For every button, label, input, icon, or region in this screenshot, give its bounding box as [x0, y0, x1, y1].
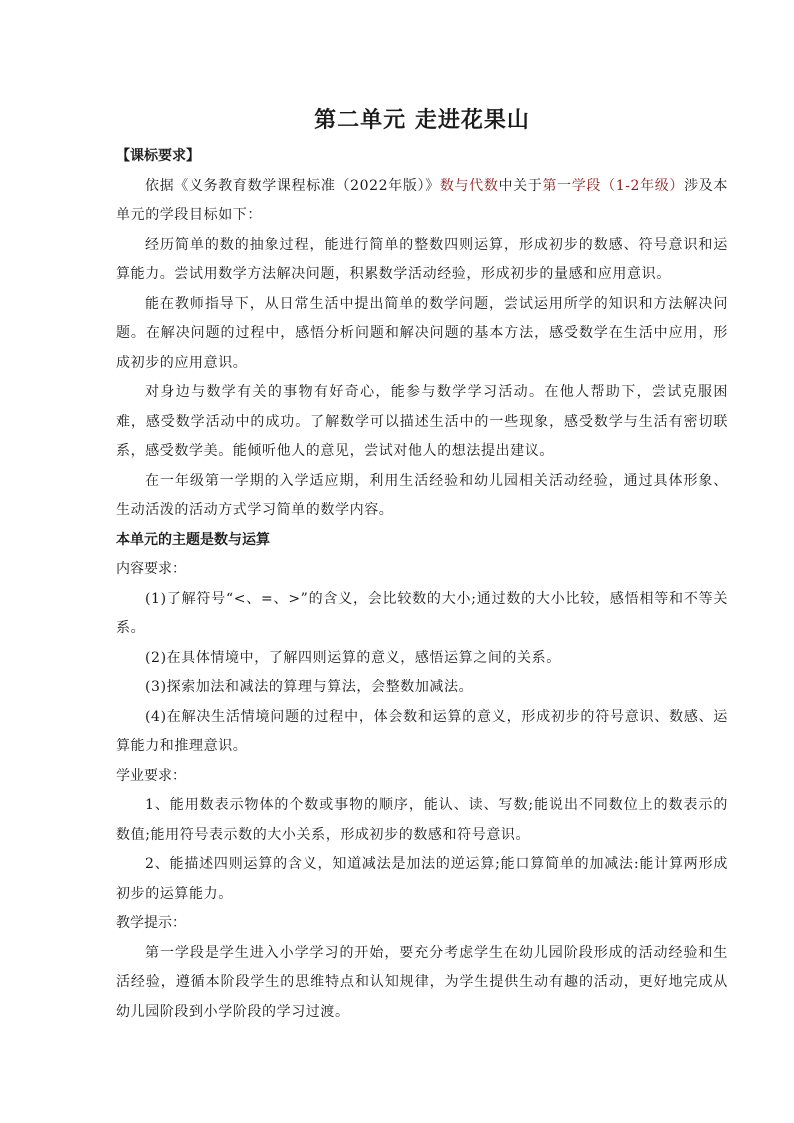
content-item: (1)了解符号“<、=、>”的含义，会比较数的大小;通过数的大小比较，感悟相等和不等关系。 [116, 590, 728, 636]
intro-domain: 数与代数 [439, 177, 499, 194]
content-item: (3)探索加法和减法的算理与算法，会整数加减法。 [145, 679, 474, 695]
intro-pre: 依据《义务教育数学课程标准（2022年版）》 [145, 177, 440, 194]
page-title: 第二单元 走进花果山 [314, 108, 530, 133]
content-item: (2)在具体情境中，了解四则运算的意义，感悟运算之间的关系。 [145, 649, 561, 666]
intro-paragraph [116, 172, 728, 231]
goal-paragraph: 能在教师指导下，从日常生活中提出简单的数学问题，尝试运用所学的知识和方法解决问题。在解决问题的过程中，感悟分析问题和解决问题的基本方法，感受数学在生活中应用，形成初步的应用意识。 [116, 295, 728, 371]
goal-paragraph: 对身边与数学有关的事物有好奇心，能参与数学学习活动。在他人帮助下，尝试克服困难，感受数学活动中的成功。了解数学可以描述生活中的一些现象，感受数学与生活有密切联系，感受数学美。能倾听他人的意见，尝试对他人的想法提出建议。 [116, 384, 728, 459]
curriculum-heading: 【课标要求】 [116, 148, 200, 164]
academic-heading: 学业要求： [116, 767, 186, 784]
content-heading: 内容要求： [116, 561, 186, 577]
intro-post: 涉及本单元的学段目标如下： [116, 177, 729, 223]
goal-paragraph: 在一年级第一学期的入学适应期，利用生活经验和幼儿园相关活动经验，通过具体形象、生动活泼的活动方式学习简单的数学内容。 [116, 472, 728, 518]
teaching-heading: 教学提示： [116, 915, 186, 931]
document-page [116, 103, 728, 1027]
teaching-paragraph: 第一学段是学生进入小学学习的开始，要充分考虑学生在幼儿园阶段形成的活动经验和生活经验，遵循本阶段学生的思维特点和认知规律，为学生提供生动有趣的活动，更好地完成从幼儿园阶段到小学阶段的学习过渡。 [116, 944, 728, 1020]
academic-item: 2、能描述四则运算的含义，知道减法是加法的逆运算;能口算简单的加减法:能计算两形成初步的运算能力。 [116, 856, 728, 902]
content-item: (4)在解决生活情境问题的过程中，体会数和运算的意义，形成初步的符号意识、数感、运算能力和推理意识。 [116, 708, 728, 754]
intro-stage: 第一学段（1-2年级） [542, 177, 685, 194]
academic-item: 1、能用数表示物体的个数或事物的顺序，能认、读、写数;能说出不同数位上的数表示的数值;能用符号表示数的大小关系，形成初步的数感和符号意识。 [116, 797, 728, 843]
goal-paragraph: 经历简单的数的抽象过程，能进行简单的整数四则运算，形成初步的数感、符号意识和运算能力。尝试用数学方法解决问题，积累数学活动经验，形成初步的量感和应用意识。 [116, 236, 728, 282]
unit-theme: 本单元的主题是数与运算 [116, 531, 270, 548]
intro-mid: 中关于 [498, 177, 543, 194]
